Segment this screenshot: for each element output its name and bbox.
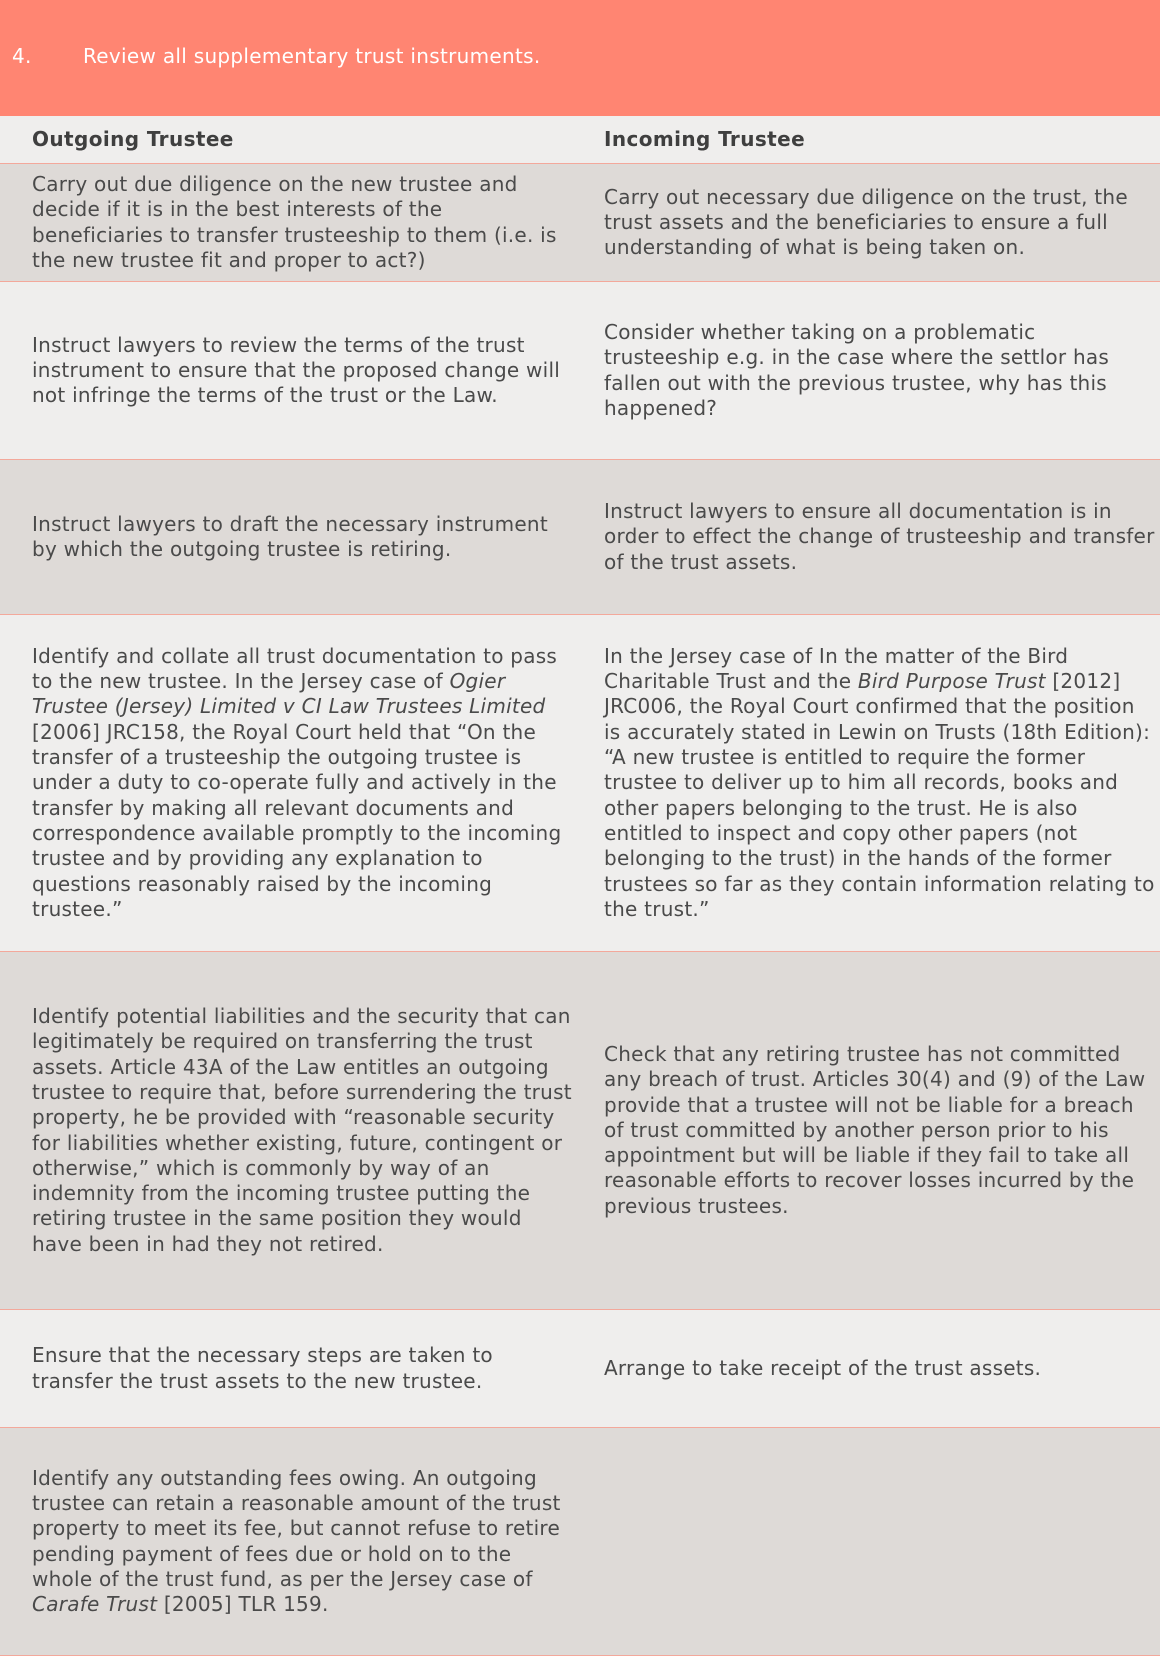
incoming-cell xyxy=(604,1428,1156,1655)
incoming-cell: Instruct lawyers to ensure all documentation is in order to effect the change of trusteeship and transfer of the trust assets. xyxy=(604,499,1155,574)
outgoing-cell: Ensure that the necessary steps are taken to transfer the trust assets to the new trustee. xyxy=(32,1343,493,1393)
outgoing-cell: Identify and collate all trust documentation to pass to the new trustee. In the Jersey case of Ogier Trustee (Jersey) Limited v CI Law Trustees Limited [2006] JRC158, the Royal Court held that “On the transfer of a trusteeship the outgoing trustee is under a duty to co-operate fully and actively in the transfer by making all relevant documents and correspondence available promptly to the incoming trustee and by providing any explanation to questions reasonably raised by the incoming trustee.” xyxy=(32,643,562,921)
table-row xyxy=(0,1310,1160,1428)
trustee-comparison-table xyxy=(0,116,1160,1656)
outgoing-trustee-header: Outgoing Trustee xyxy=(32,126,234,151)
incoming-trustee-header: Incoming Trustee xyxy=(604,126,806,151)
table-row xyxy=(0,615,1160,952)
outgoing-cell: Identify potential liabilities and the security that can legitimately be required on transferring the trust assets. Article 43A of the Law entitles an outgoing trustee to require that, before surrendering the trust property, he be provided with “reasonable security for liabilities whether existing, future, contingent or otherwise,” which is commonly by way of an indemnity from the incoming trustee putting the retiring trustee in the same position they would have been in had they not retired. xyxy=(32,1004,572,1256)
incoming-cell: Check that any retiring trustee has not committed any breach of trust. Articles 30(4) and (9) of the Law provide that a trustee will not be liable for a breach of trust committed by another person prior to his appointment but will be liable if they fail to take all reasonable efforts to recover losses incurred by the previous trustees. xyxy=(604,1041,1146,1218)
table-row xyxy=(0,952,1160,1310)
outgoing-cell: Instruct lawyers to review the terms of the trust instrument to ensure that the proposed change will not infringe the terms of the trust or the Law. xyxy=(32,332,561,408)
table-row xyxy=(0,282,1160,460)
section-banner xyxy=(0,0,1160,116)
incoming-cell: Consider whether taking on a problematic trusteeship e.g. in the case where the settlor has fallen out with the previous trustee, why has this happened? xyxy=(604,319,1110,420)
incoming-cell: Arrange to take receipt of the trust assets. xyxy=(604,1355,1042,1380)
outgoing-cell: Carry out due diligence on the new trustee and decide if it is in the best interests of the beneficiaries to transfer trusteeship to them (i.e. is the new trustee fit and proper to act?) xyxy=(32,171,557,272)
incoming-cell: Carry out necessary due diligence on the trust, the trust assets and the beneficiaries to ensure a full understanding of what is being taken on. xyxy=(604,184,1128,260)
table-row xyxy=(0,1428,1160,1656)
section-number: 4. xyxy=(12,44,32,68)
outgoing-cell: Instruct lawyers to draft the necessary instrument by which the outgoing trustee is retiring. xyxy=(32,511,548,561)
incoming-cell: In the Jersey case of In the matter of the Bird Charitable Trust and the Bird Purpose Trust [2012] JRC006, the Royal Court confirmed that the position is accurately stated in Lewin on Trusts (18th Edition): “A new trustee is entitled to require the former trustee to deliver up to him all records, books and other papers belonging to the trust. He is also entitled to inspect and copy other papers (not belonging to the trust) in the hands of the former trustees so far as they contain information relating to the trust.” xyxy=(604,643,1155,921)
table-row xyxy=(0,164,1160,282)
table-header-row xyxy=(0,116,1160,164)
section-title: Review all supplementary trust instruments. xyxy=(83,44,541,68)
outgoing-cell: Identify any outstanding fees owing. An outgoing trustee can retain a reasonable amount of the trust property to meet its fee, but cannot refuse to retire pending payment of fees due or hold on to the whole of the trust fund, as per the Jersey case of Carafe Trust [2005] TLR 159. xyxy=(32,1465,561,1617)
table-row xyxy=(0,460,1160,615)
